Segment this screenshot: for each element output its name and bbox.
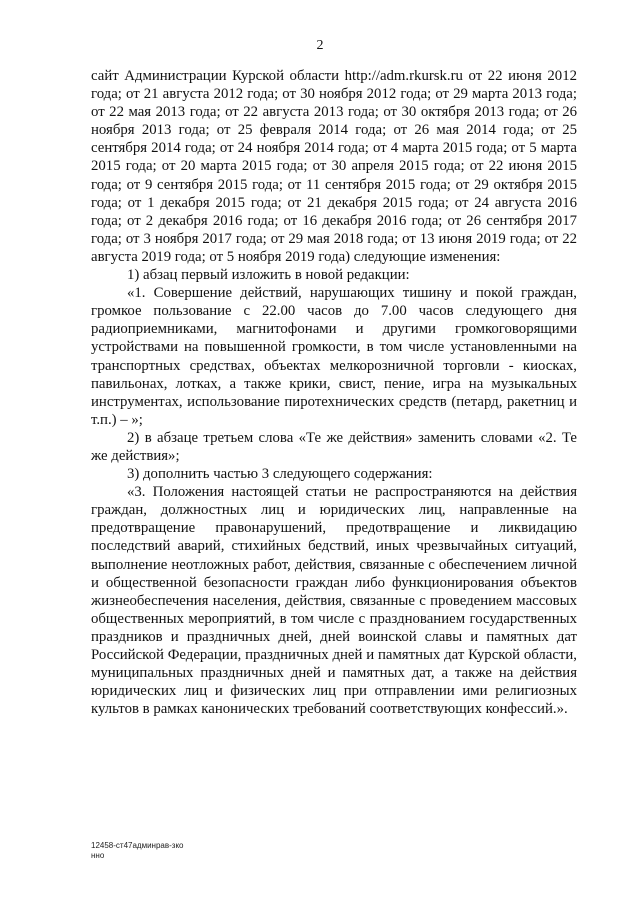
paragraph-item-2: 2) в абзаце третьем слова «Те же действия» заменить словами «2. Те же действия»;	[91, 429, 577, 464]
paragraph-quote-3: «3. Положения настоящей статьи не распространяются на действия граждан, должностных лиц и юридических лиц, направленные на предотвращение правонарушений, предотвращение и ликвидацию последствий аварий, стихийных бедствий, иных чрезвычайных ситуаций, выполнение неотложных работ, действия, связанные с обеспечением личной и общественной безопасности граждан либо функционирования объектов жизнеобеспечения населения, действия, связанные с проведением массовых общественных мероприятий, в том числе с празднованием государственных праздников и праздничных дней, дней воинской славы и памятных дат Российской Федерации, праздничных дней и памятных дат Курской области, муниципальных праздничных дней и памятных дат, а также на действия юридических лиц и физических лиц при отправлении ими религиозных культов в рамках канонических требований соответствующих конфессий.».	[91, 484, 577, 718]
document-body	[91, 67, 577, 718]
page-number: 2	[316, 38, 324, 53]
paragraph-quote-1: «1. Совершение действий, нарушающих тишину и покой граждан, громкое пользование с 22.00 часов до 7.00 часов следующего дня радиоприемниками, магнитофонами и другими громкоговорящими устройствами на повышенной громкости, в том числе установленными на транспортных средствах, объектах мелкорозничной торговли - киосках, павильонах, лотках, а также крики, свист, пение, игра на музыкальных инструментах, использование пиротехнических средств (петард, ракетниц и т.п.) – »;	[91, 285, 577, 428]
footer-code-suffix: нно	[91, 851, 105, 860]
paragraph-item-3: 3) дополнить частью 3 следующего содержания:	[127, 466, 433, 483]
paragraph-item-1: 1) абзац первый изложить в новой редакции:	[127, 267, 410, 284]
document-footer	[91, 841, 184, 861]
footer-code: 12458-ст47админрав-зко	[91, 841, 184, 850]
paragraph-intro: сайт Администрации Курской области http://adm.rkursk.ru от 22 июня 2012 года; от 21 августа 2012 года; от 30 ноября 2012 года; от 29 марта 2013 года; от 22 мая 2013 года; от 22 августа 2013 года; от 30 октября 2013 года; от 26 ноября 2013 года; от 25 февраля 2014 года; от 26 мая 2014 года; от 25 сентября 2014 года; от 24 ноября 2014 года; от 4 марта 2015 года; от 5 марта 2015 года; от 20 марта 2015 года; от 30 апреля 2015 года; от 22 июня 2015 года; от 9 сентября 2015 года; от 11 сентября 2015 года; от 29 октября 2015 года; от 1 декабря 2015 года; от 21 декабря 2015 года; от 24 августа 2016 года; от 2 декабря 2016 года; от 16 декабря 2016 года; от 26 сентября 2017 года; от 3 ноября 2017 года; от 29 мая 2018 года; от 13 июня 2019 года; от 22 августа 2019 года; от 5 ноября 2019 года) следующие изменения:	[91, 68, 577, 265]
